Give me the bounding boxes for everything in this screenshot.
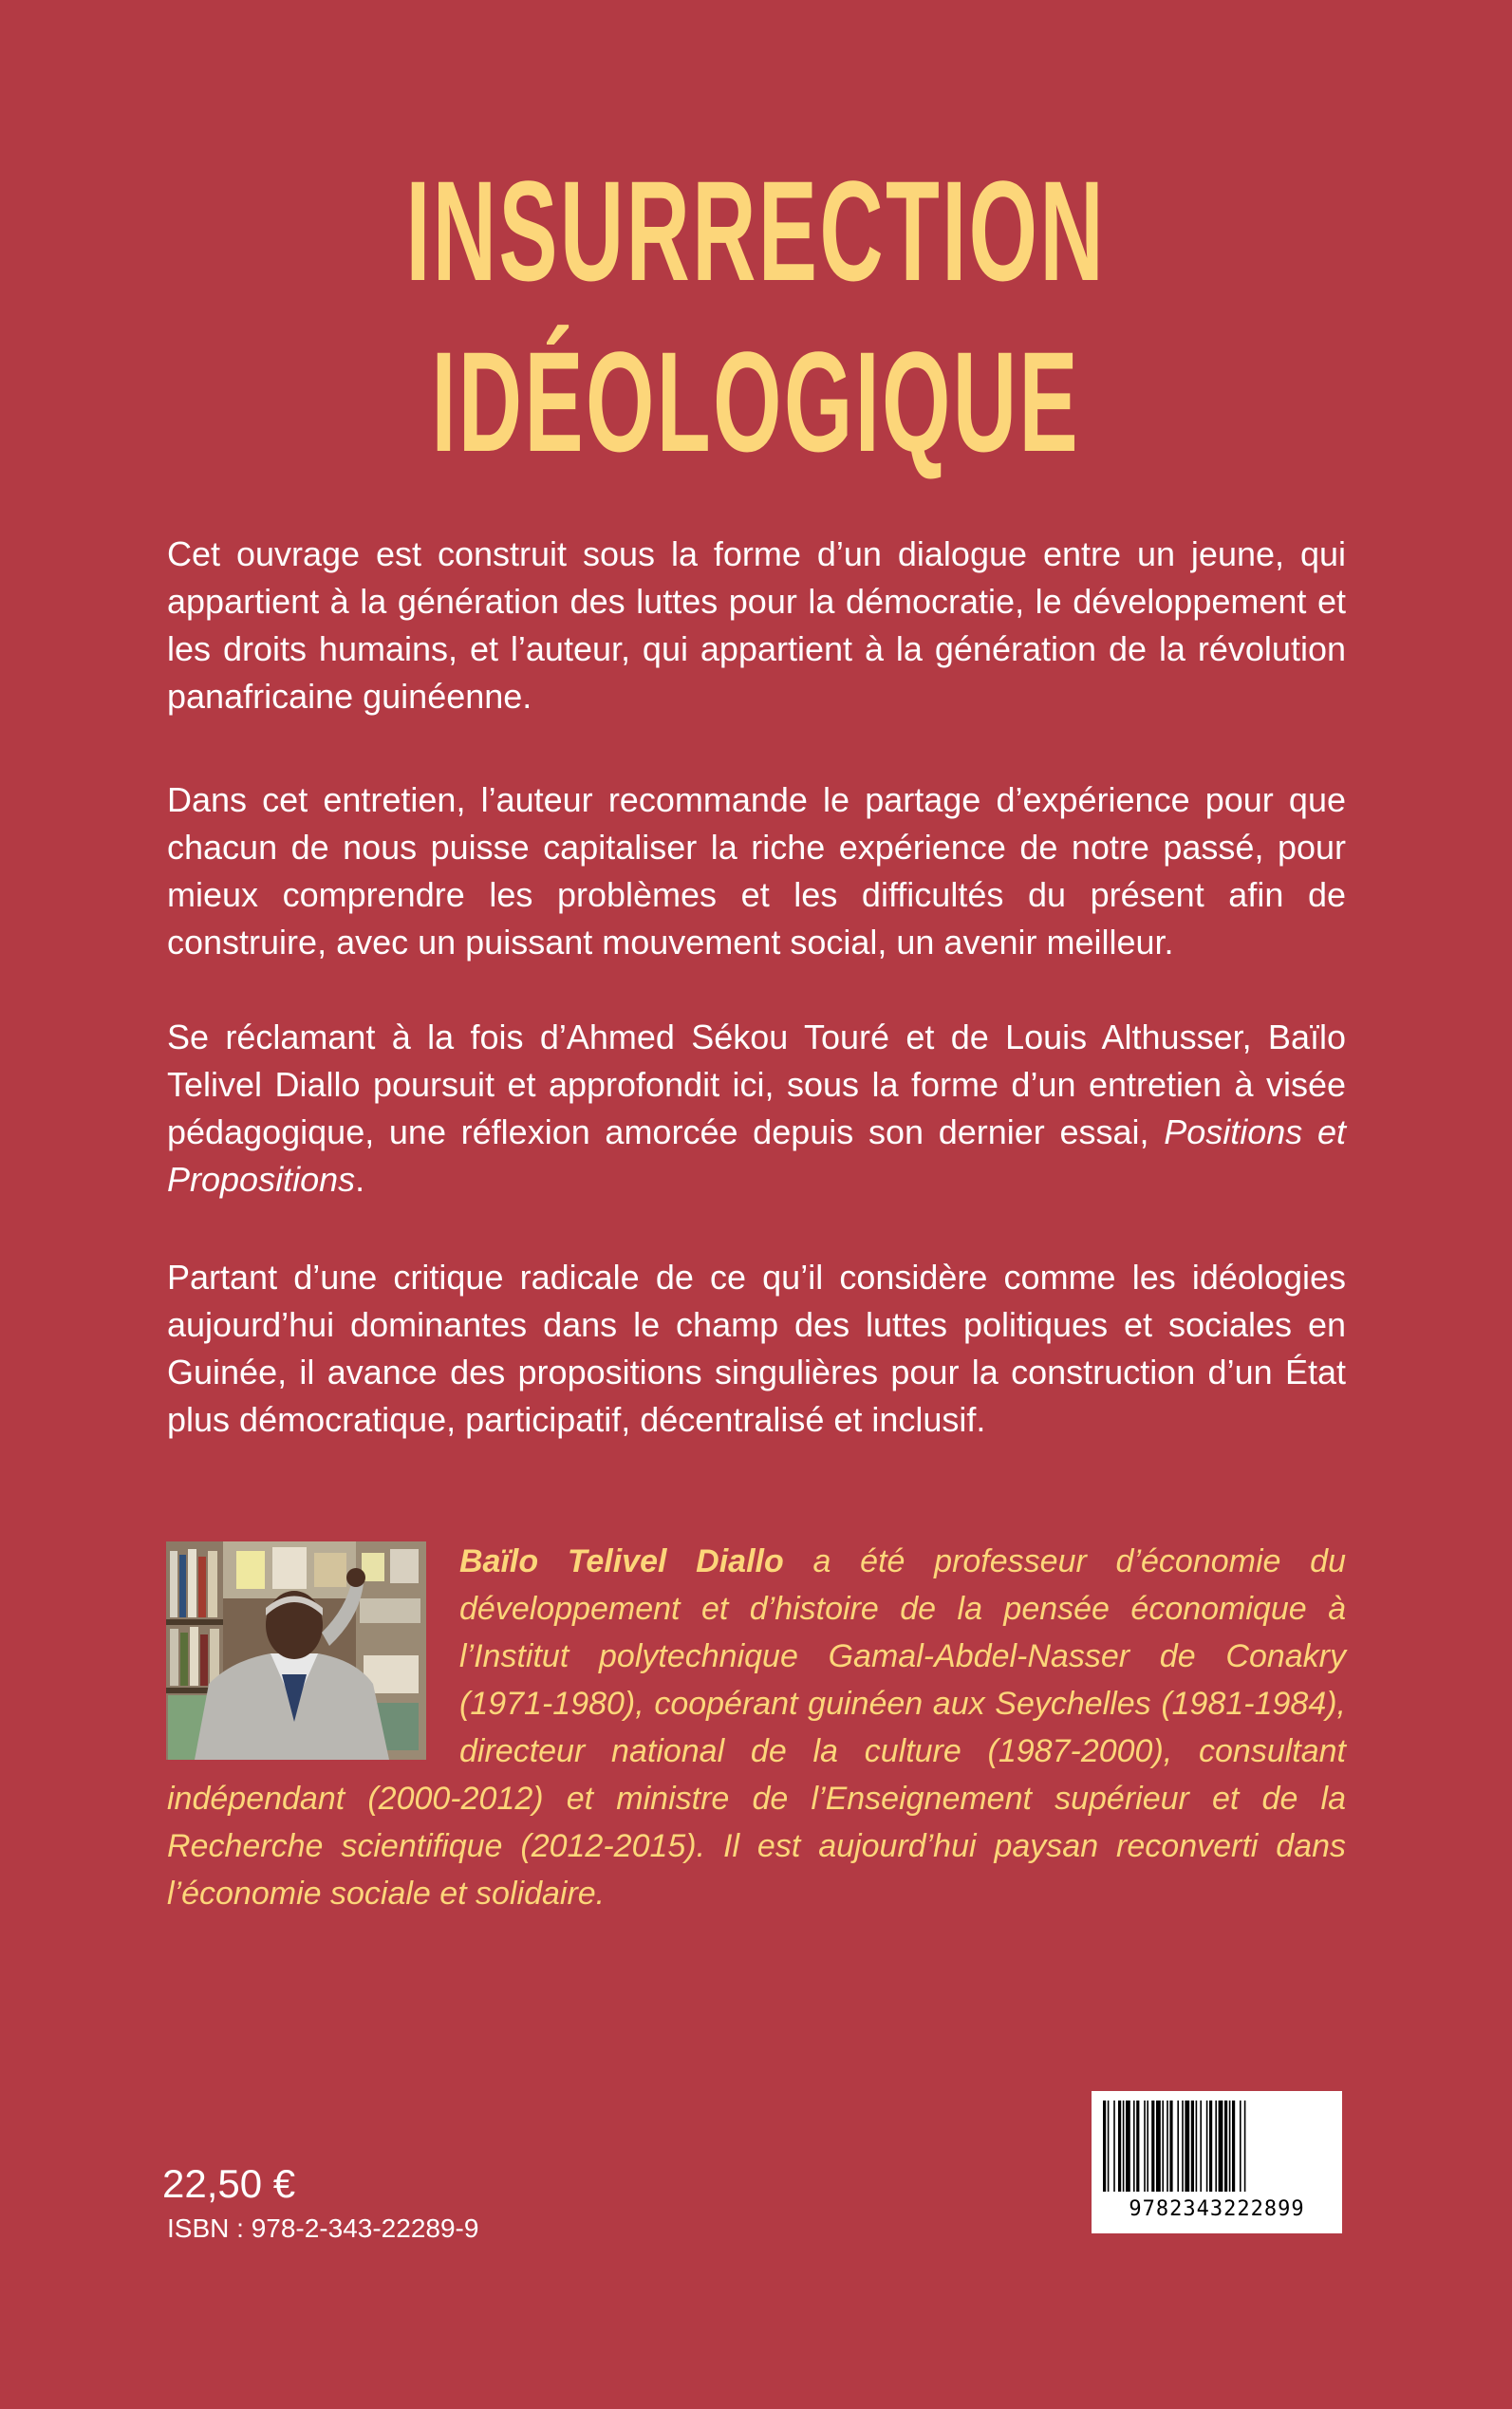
barcode-bar [1229,2101,1231,2192]
barcode-bar [1162,2101,1164,2192]
barcode-bar [1224,2101,1227,2192]
summary-paragraph-1: Cet ouvrage est construit sous la forme d’un dialogue entre un jeune, qui appartient à la génération des luttes pour la démocratie, le développement et les droits humains, et l’auteur, qui appartient à la génération de la révolution panafricaine guinéenne. [167,534,1346,716]
author-name: Baïlo Telivel Diallo [459,1543,784,1579]
barcode-bar [1123,2101,1125,2192]
barcode-bar [1169,2101,1172,2192]
barcode-bar [1206,2101,1208,2192]
barcode-bar [1151,2101,1154,2192]
barcode [1092,2091,1342,2233]
barcode-bar [1144,2101,1146,2192]
barcode-bar [1240,2101,1241,2192]
barcode-number: 9782343222899 [1129,2197,1305,2221]
barcode-bar [1182,2101,1184,2192]
barcode-bar [1113,2101,1115,2192]
barcode-bar [1191,2101,1194,2192]
barcode-bar [1147,2101,1148,2192]
barcode-bar [1108,2101,1110,2192]
barcode-bar [1126,2101,1130,2192]
summary-paragraph-4: Partant d’une critique radicale de ce qu’il considère comme les idéologies aujourd’hui dominantes dans le champ des luttes politiques et sociales en Guinée, il avance des propositions singulières pour la construction d’un État plus démocratique, participatif, décentralisé et inclusif. [167,1258,1346,1439]
author-biography [167,1538,1346,1917]
barcode-bar [1196,2101,1198,2192]
author-biography-text: a été professeur d’économie du développement et d’histoire de la pensée économique à l’Institut polytechnique Gamal-Abdel-Nasser de Conakry (1971-1980), coopérant guinéen aux Seychelles (1981-1984), directeur national de la culture (1987-2000), consultant indépendant (2000-2012) et ministre de l’Enseignement supérieur et de la Recherche scientifique (2012-2015). Il est aujourd’hui paysan reconverti dans l’économie sociale et solidaire. [167,1543,1346,1912]
barcode-bar [1177,2101,1179,2192]
barcode-bar [1185,2101,1189,2192]
barcode-bar [1215,2101,1217,2192]
summary-paragraph-3-end: . [355,1160,365,1199]
barcode-bar [1219,2101,1223,2192]
barcode-bar [1156,2101,1161,2192]
price: 22,50 € [162,2161,296,2206]
summary-paragraph-2: Dans cet entretien, l’auteur recommande le partage d’expérience pour que chacun de nous puisse capitaliser la riche expérience de notre passé, pour mieux comprendre les problèmes et les difficultés du présent afin de construire, avec un puissant mouvement social, un avenir meilleur. [167,780,1346,962]
book-reference: Positions et Propositions [167,1112,1346,1199]
isbn: ISBN : 978-2-343-22289-9 [167,2213,479,2243]
book-title-line-1: INSURRECTION [405,151,1107,310]
barcode-bar [1209,2101,1212,2192]
barcode-bar [1103,2101,1106,2192]
book-title-line-2: IDÉOLOGIQUE [431,322,1081,481]
barcode-bar [1200,2101,1202,2192]
barcode-bar [1133,2101,1135,2192]
summary-paragraph-3 [167,1014,1346,1204]
photo-spacer [167,1538,459,1775]
barcode-bar [1232,2101,1235,2192]
barcode-bar [1167,2101,1168,2192]
barcode-bar [1244,2101,1246,2192]
summary-paragraph-3-text: Se réclamant à la fois d’Ahmed Sékou Touré et de Louis Althusser, Baïlo Telivel Diallo poursuit et approfondit ici, sous la forme d’un entretien à visée pédagogique, une réflexion amorcée depuis son dernier essai, [167,1018,1346,1151]
barcode-bar [1136,2101,1139,2192]
barcode-bar [1118,2101,1121,2192]
barcode-bars [1092,2091,1342,2197]
